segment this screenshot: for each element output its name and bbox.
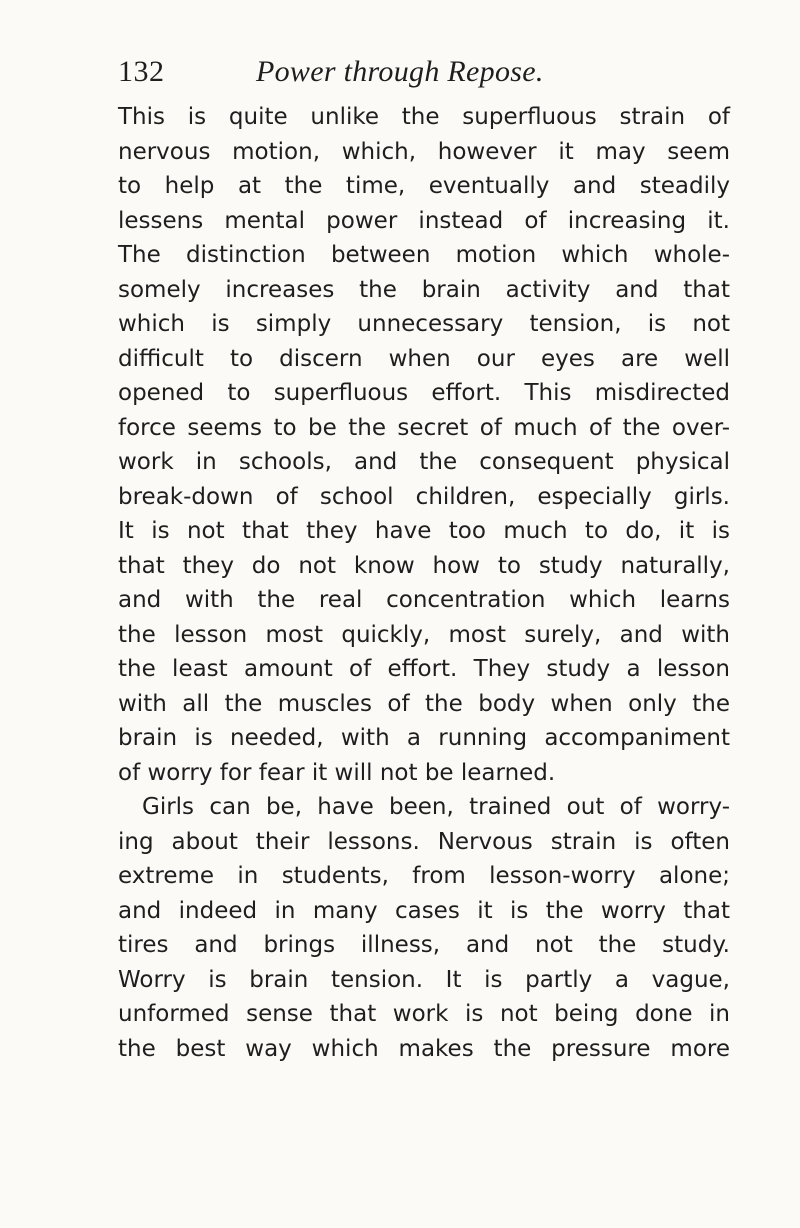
text-line: somely increases the brain activity and that [118,276,730,303]
text-line: unformed sense that work is not being done in [118,1001,730,1027]
text-line: ing about their lessons. Nervous strain is often [118,828,730,855]
text-line: difficult to discern when our eyes are well [118,345,730,372]
text-line: and indeed in many cases it is the worry that [118,897,730,924]
text-line: force seems to be the secret of much of the over- [118,414,730,441]
text-line: to help at the time, eventually and steadily [118,173,730,199]
text-line: The distinction between motion which whole- [118,242,730,268]
body-text [118,100,730,1066]
running-title: Power through Repose. [256,55,544,88]
text-line: nervous motion, which, however it may seem [118,138,730,165]
text-line: extreme in students, from lesson-worry alone; [118,863,730,889]
text-line: Worry is brain tension. It is partly a vague, [118,966,730,993]
text-line: and with the real concentration which learns [118,587,730,613]
text-line: This is quite unlike the superfluous strain of [118,104,730,130]
text-line: tires and brings illness, and not the study. [118,932,730,958]
text-line: with all the muscles of the body when only the [118,690,730,717]
text-line: break-down of school children, especially girls. [118,483,730,510]
text-line: the least amount of effort. They study a lesson [118,656,730,682]
text-line: opened to superfluous effort. This misdirected [118,380,730,406]
text-line: work in schools, and the consequent physical [118,449,730,475]
text-line: the best way which makes the pressure more [118,1035,730,1062]
page-number: 132 [118,55,165,88]
text-line: It is not that they have too much to do, it is [118,518,730,544]
text-line: which is simply unnecessary tension, is not [118,311,730,337]
text-line: lessens mental power instead of increasing it. [118,207,730,234]
page-header [118,52,778,92]
text-line: the lesson most quickly, most surely, and with [118,621,730,648]
text-line: Girls can be, have been, trained out of worry- [142,794,730,820]
text-line: of worry for fear it will not be learned. [118,759,556,786]
text-line: brain is needed, with a running accompaniment [118,725,730,751]
text-line: that they do not know how to study naturally, [118,552,730,579]
